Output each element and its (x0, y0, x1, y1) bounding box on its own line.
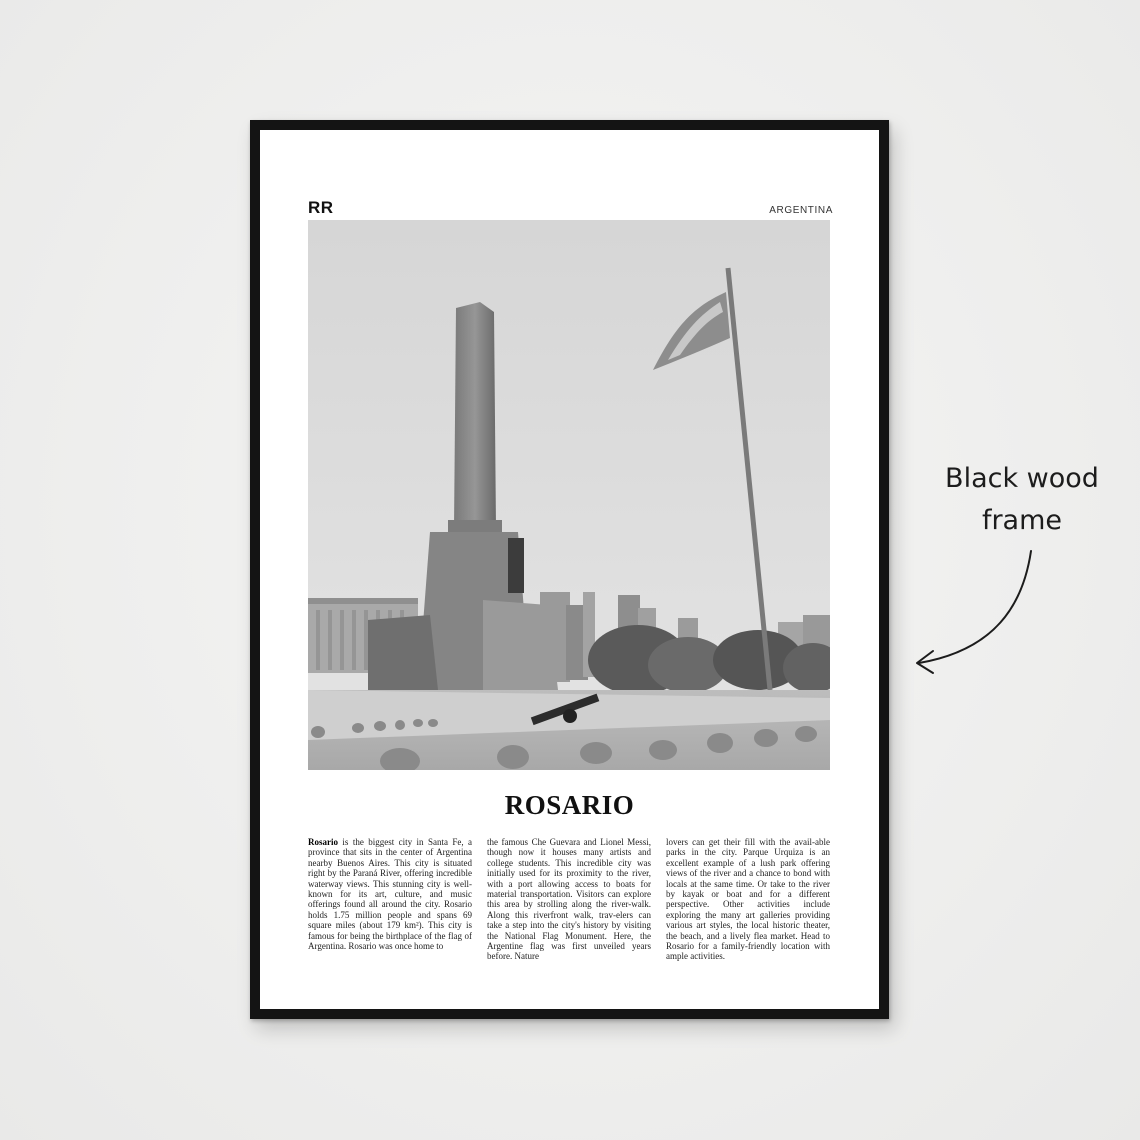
poster-description (308, 837, 830, 962)
frame-annotation (922, 458, 1122, 542)
annotation-line-2: frame (981, 505, 1063, 536)
poster-country: ARGENTINA (769, 205, 833, 216)
description-lead: Rosario (308, 837, 338, 847)
annotation-line-1: Black wood (945, 463, 1099, 494)
black-wood-frame (250, 120, 889, 1019)
poster-title: ROSARIO (504, 790, 635, 820)
curved-arrow-icon (905, 545, 1045, 680)
poster-monogram: RR (308, 198, 334, 217)
poster (260, 130, 879, 1009)
description-column-1 (308, 837, 472, 962)
monument-photo (308, 220, 830, 770)
description-column-2: the famous Che Guevara and Lionel Messi, though now it houses many artists and college students. This incredible city was initially used for its proximity to the river, with a port allowing access to boats for material transportation. Visitors can explore this area by strolling along the river-walk. Along this riverfront walk, trav-elers can take a step into the city's history by visiting the National Flag Monument. Here, the Argentine flag was first unveiled years before. Nature (487, 837, 651, 962)
description-col1-text: is the biggest city in Santa Fe, a province that sits in the center of Argentina nearby Buenos Aires. This city is situated right by the Paraná River, offering incredible waterway views. This stunning city is well-known for its art, culture, and music offerings found all around the city. Rosario holds 1.75 million people and spans 69 square miles (about 179 km²). This city is famous for being the birthplace of the flag of Argentina. Rosario was once home to (308, 837, 472, 952)
description-column-3: lovers can get their fill with the avail-able parks in the city. Parque Urquiza is an excellent example of a lush park offering views of the river and a chance to bond with locals at the same time. Or take to the river by kayak or boat and for a different perspective. Other activities include exploring the many art galleries providing various art styles, the local historic theater, the beach, and a lively flea market. Head to Rosario for a family-friendly location with ample activities. (666, 837, 830, 962)
